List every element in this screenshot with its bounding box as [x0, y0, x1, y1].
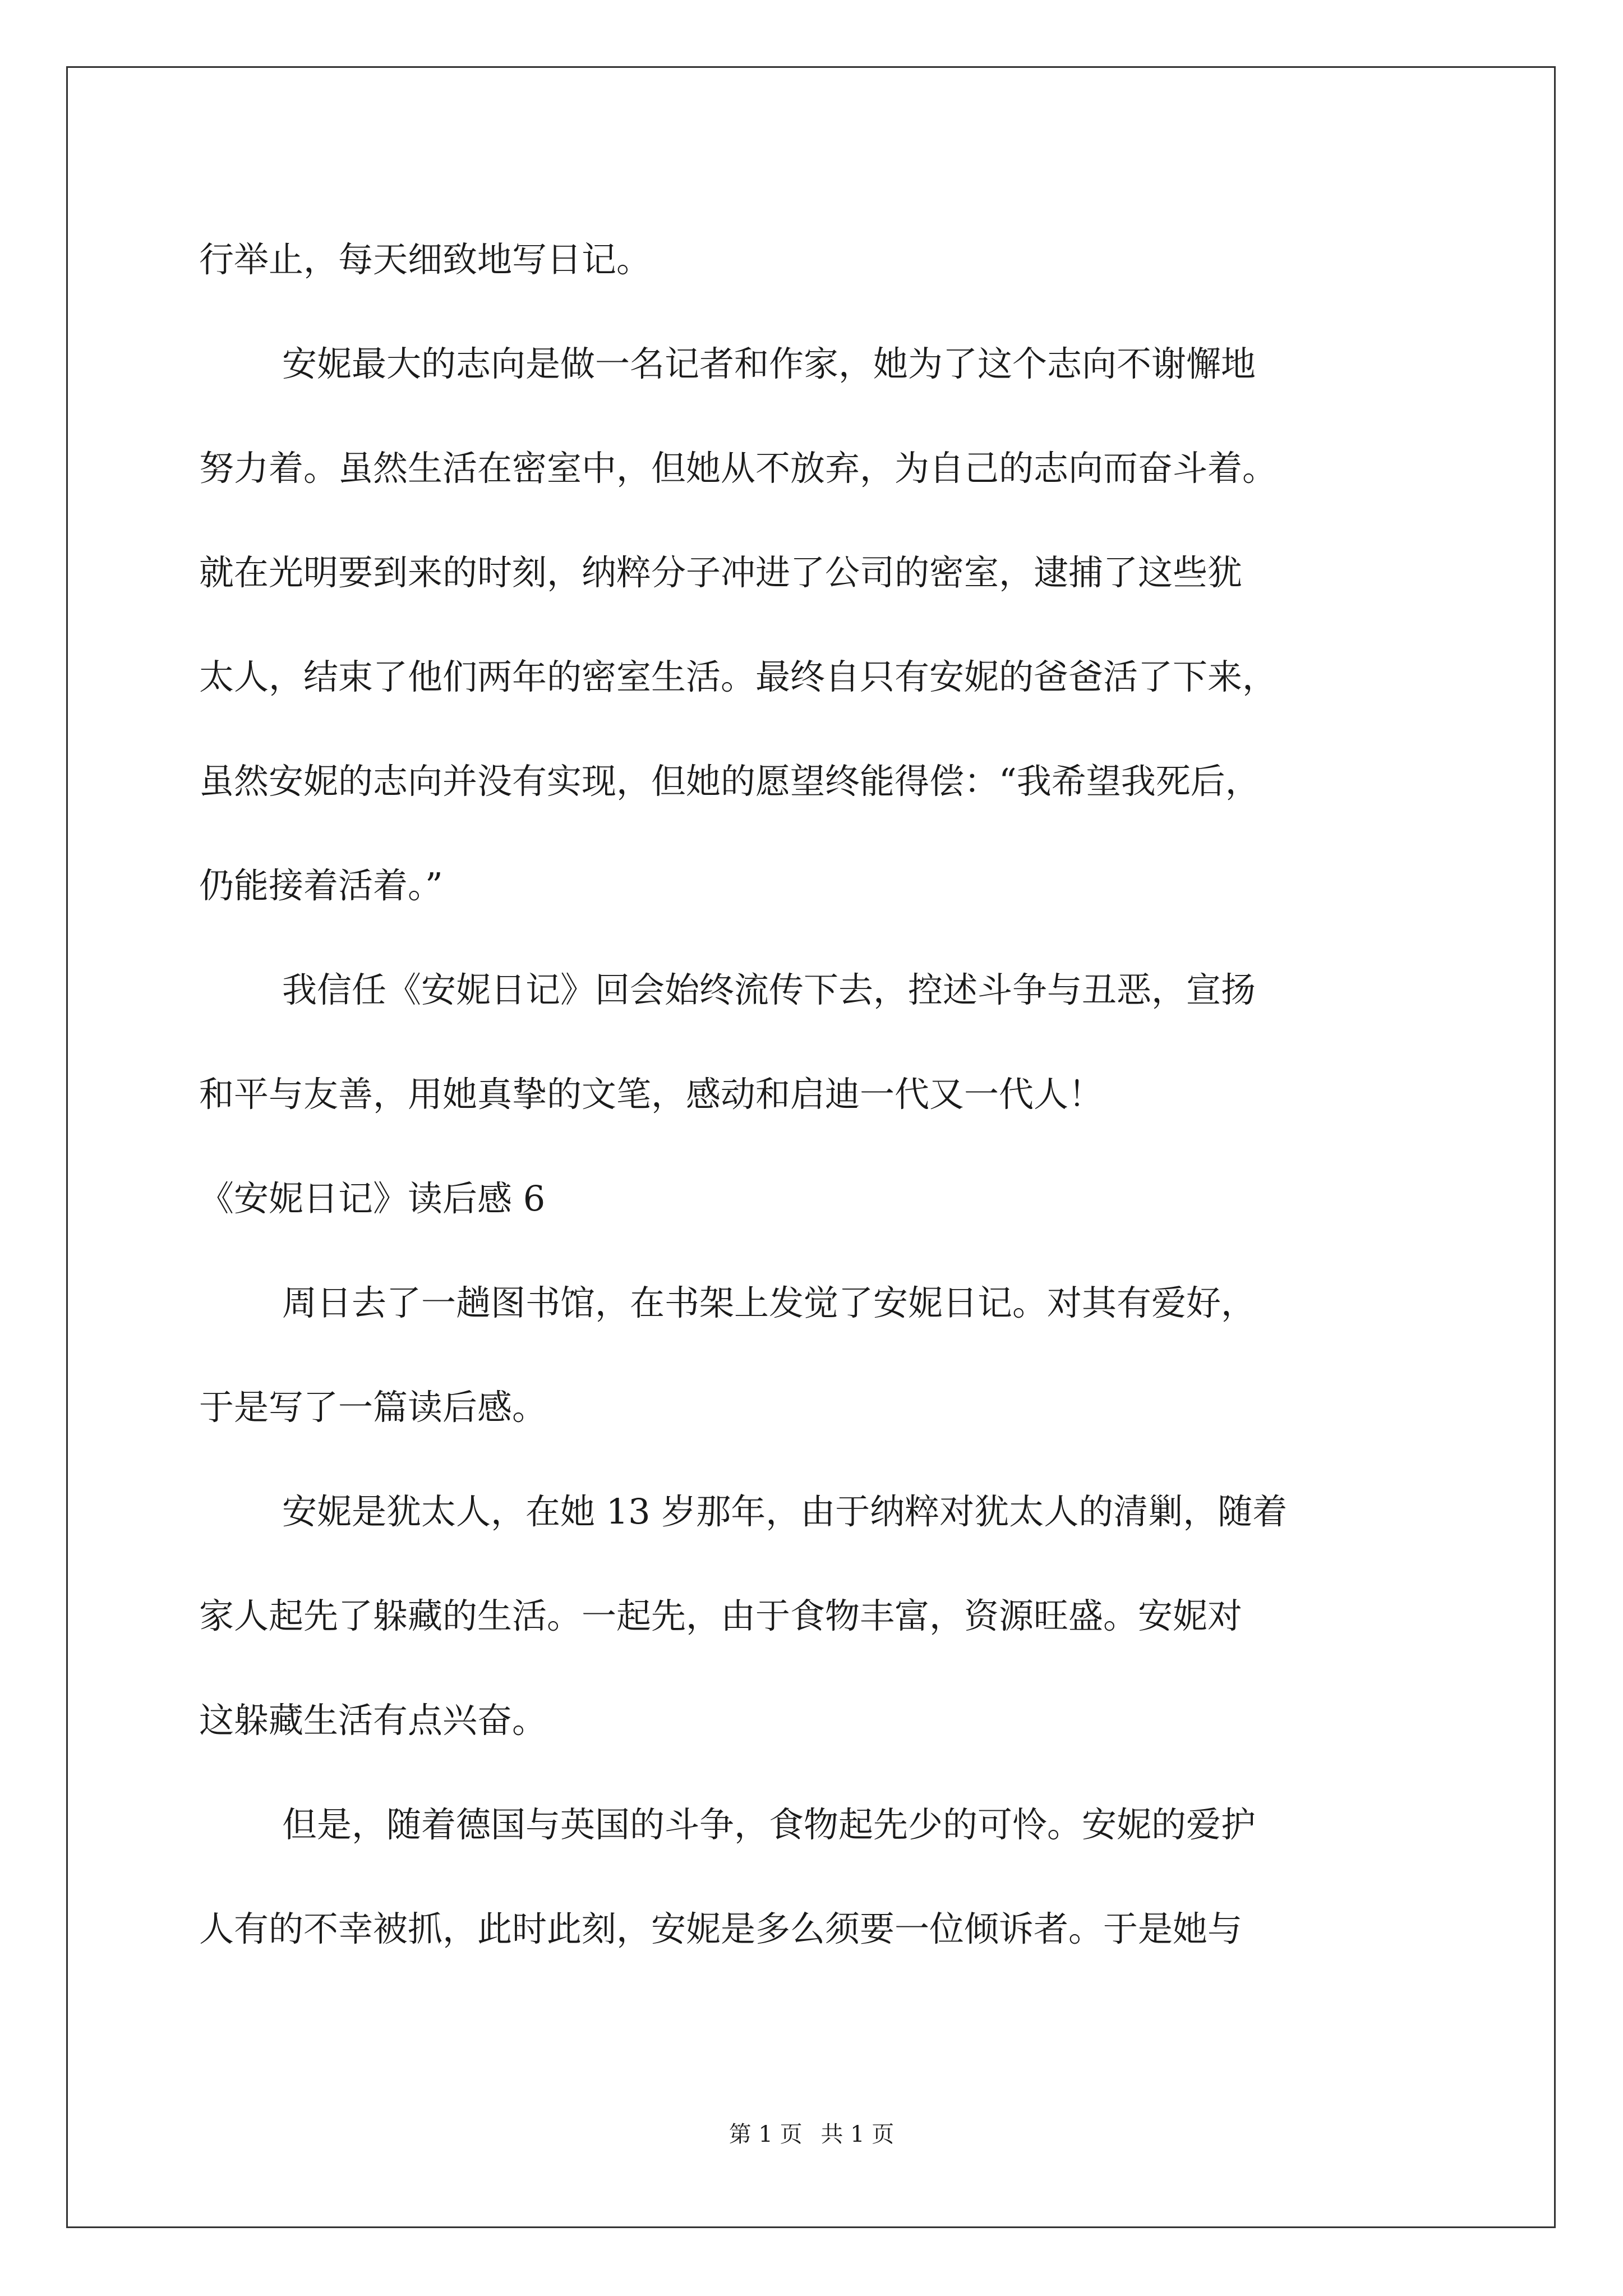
text-line: 这躲藏生活有点兴奋。	[199, 1700, 547, 1741]
text-line: 努力着。虽然生活在密室中，但她从不放弃，为自己的志向而奋斗着。	[199, 448, 1278, 489]
text-line: 仍能接着活着。”	[199, 865, 443, 906]
page-total: 共 1 页	[820, 2122, 895, 2147]
page-number: 第 1 页	[728, 2122, 803, 2147]
text-line: 安妮最大的志向是做一名记者和作家，她为了这个志向不谢懈地	[282, 343, 1256, 384]
section-heading: 《安妮日记》读后感 6	[199, 1178, 546, 1219]
text-line: 于是写了一篇读后感。	[199, 1387, 547, 1428]
text-line: 虽然安妮的志向并没有实现，但她的愿望终能得偿：“我希望我死后，	[199, 761, 1260, 802]
text-line: 家人起先了躲藏的生活。一起先，由于食物丰富，资源旺盛。安妮对	[199, 1595, 1243, 1636]
text-line: 就在光明要到来的时刻，纳粹分子冲进了公司的密室，逮捕了这些犹	[199, 552, 1243, 593]
text-line: 我信任《安妮日记》回会始终流传下去，控述斗争与丑恶，宣扬	[282, 969, 1256, 1010]
page-footer	[0, 2118, 1623, 2151]
text-line: 人有的不幸被抓，此时此刻，安妮是多么须要一位倾诉者。于是她与	[199, 1908, 1243, 1949]
text-line: 周日去了一趟图书馆，在书架上发觉了安妮日记。对其有爱好，	[282, 1282, 1256, 1323]
text-line: 但是，随着德国与英国的斗争，食物起先少的可怜。安妮的爱护	[282, 1804, 1256, 1845]
document-body	[199, 208, 1467, 1981]
text-line: 安妮是犹太人，在她 13 岁那年，由于纳粹对犹太人的清剿，随着	[282, 1491, 1288, 1532]
text-line: 和平与友善，用她真挚的文笔，感动和启迪一代又一代人！	[199, 1074, 1104, 1115]
text-line: 太人，结束了他们两年的密室生活。最终自只有安妮的爸爸活了下来，	[199, 656, 1278, 697]
text-line: 行举止，每天细致地写日记。	[199, 239, 652, 280]
